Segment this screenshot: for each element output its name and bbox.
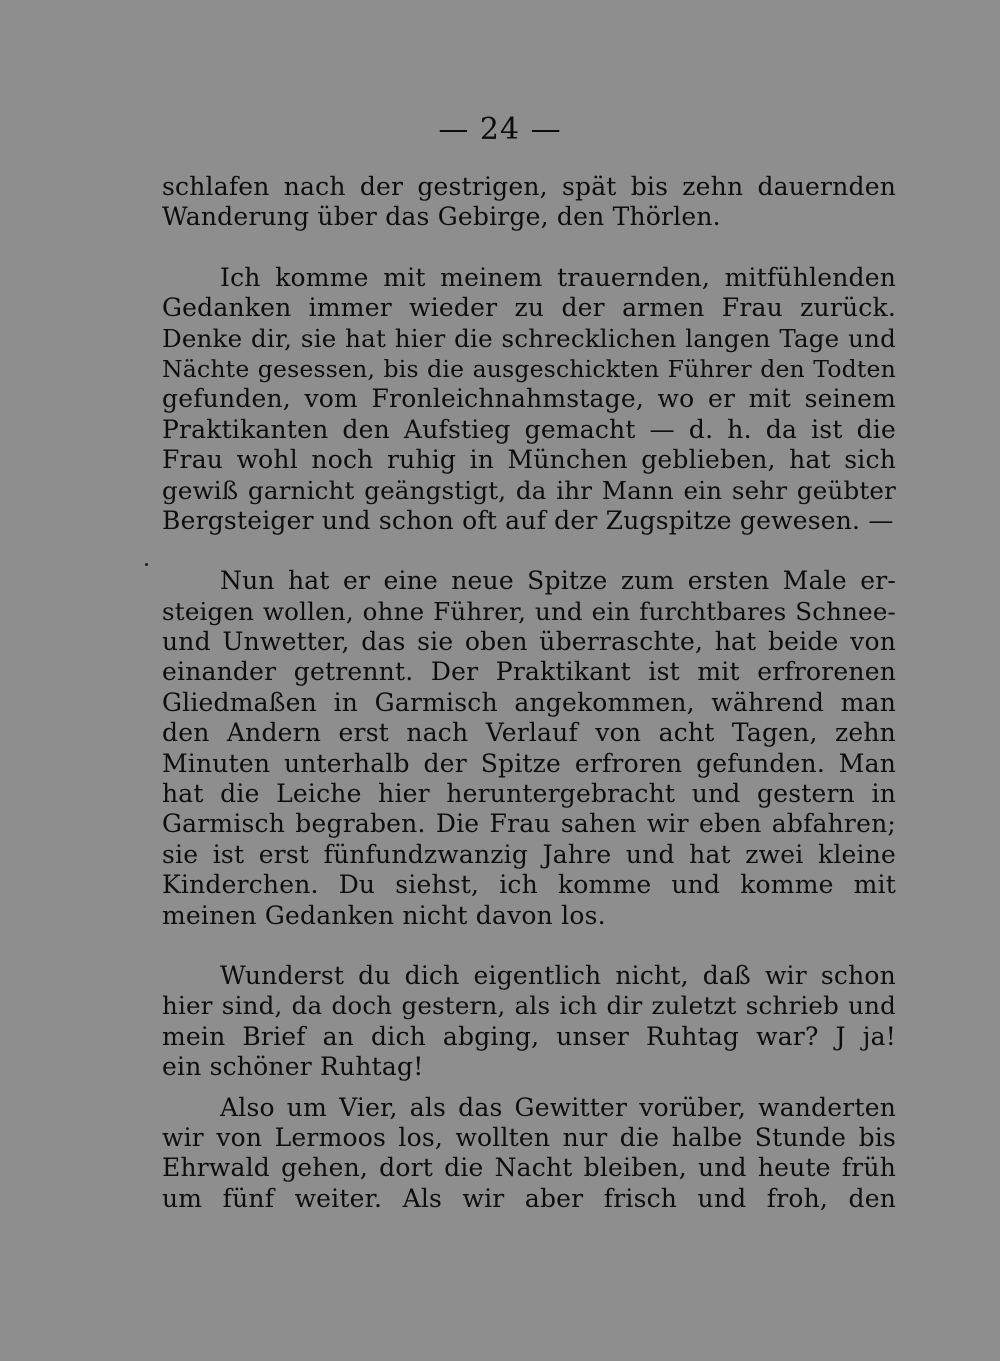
paragraph-5 xyxy=(162,1093,896,1215)
page-number: — 24 — xyxy=(438,112,562,147)
text-line: Frau wohl noch ruhig in München geblieben, hat sich xyxy=(162,445,896,475)
text-line: Minuten unterhalb der Spitze erfroren gefunden. Man xyxy=(162,748,896,778)
text-line: um fünf weiter. Als wir aber frisch und froh, den xyxy=(162,1183,896,1213)
text-line: mein Brief an dich abging, unser Ruhtag war? J ja! xyxy=(162,1021,896,1051)
text-line: wir von Lermoos los, wollten nur die halbe Stunde bis xyxy=(162,1122,896,1152)
text-line: Denke dir, sie hat hier die schrecklichen langen Tage und xyxy=(162,323,896,353)
paragraph-2 xyxy=(162,263,896,537)
text-line: gewiß garnicht geängstigt, da ihr Mann ein sehr geübter xyxy=(162,475,896,505)
text-line: schlafen nach der gestrigen, spät bis zehn dauernden xyxy=(162,172,896,201)
text-line: Wanderung über das Gebirge, den Thörlen. xyxy=(162,202,721,232)
text-line: Gliedmaßen in Garmisch angekommen, während man xyxy=(162,687,896,717)
text-line: Garmisch begraben. Die Frau sahen wir eben abfahren; xyxy=(162,809,896,839)
text-line: Praktikanten den Aufstieg gemacht — d. h. da ist die xyxy=(162,414,896,444)
text-line: ein schöner Ruhtag! xyxy=(162,1052,424,1082)
text-line: meinen Gedanken nicht davon los. xyxy=(162,900,606,930)
text-line: und Unwetter, das sie oben überraschte, hat beide von xyxy=(162,627,896,657)
body-text xyxy=(162,172,896,1214)
text-line: Bergsteiger und schon oft auf der Zugspitze gewesen. — xyxy=(162,505,894,535)
text-line: gefunden, vom Fronleichnahmstage, wo er mit seinem xyxy=(162,384,896,414)
paragraph-3 xyxy=(162,566,896,931)
text-line: sie ist erst fünfundzwanzig Jahre und hat zwei kleine xyxy=(162,839,896,869)
text-line: steigen wollen, ohne Führer, und ein furchtbares Schnee- xyxy=(162,596,896,626)
text-line: Wunderst du dich eigentlich nicht, daß wir schon xyxy=(220,960,896,990)
paragraph-1 xyxy=(162,172,896,233)
text-line: hat die Leiche hier heruntergebracht und gestern in xyxy=(162,779,896,809)
text-line: einander getrennt. Der Praktikant ist mit erfrorenen xyxy=(162,657,896,687)
text-line: Nun hat er eine neue Spitze zum ersten Male er- xyxy=(220,566,896,596)
text-line: Nächte gesessen, bis die ausgeschickten Führer den Todten xyxy=(162,354,896,383)
print-speck xyxy=(145,563,148,566)
text-line: hier sind, da doch gestern, als ich dir zuletzt schrieb und xyxy=(162,991,896,1021)
text-line: Ich komme mit meinem trauernden, mitfühlenden xyxy=(220,262,896,292)
text-line: Kinderchen. Du siehst, ich komme und komme mit xyxy=(162,870,896,900)
paragraph-4 xyxy=(162,961,896,1083)
text-line: den Andern erst nach Verlauf von acht Tagen, zehn xyxy=(162,718,896,748)
text-line: Ehrwald gehen, dort die Nacht bleiben, und heute früh xyxy=(162,1153,896,1183)
text-line: Also um Vier, als das Gewitter vorüber, wanderten xyxy=(220,1092,896,1122)
text-line: Gedanken immer wieder zu der armen Frau zurück. xyxy=(162,293,896,323)
